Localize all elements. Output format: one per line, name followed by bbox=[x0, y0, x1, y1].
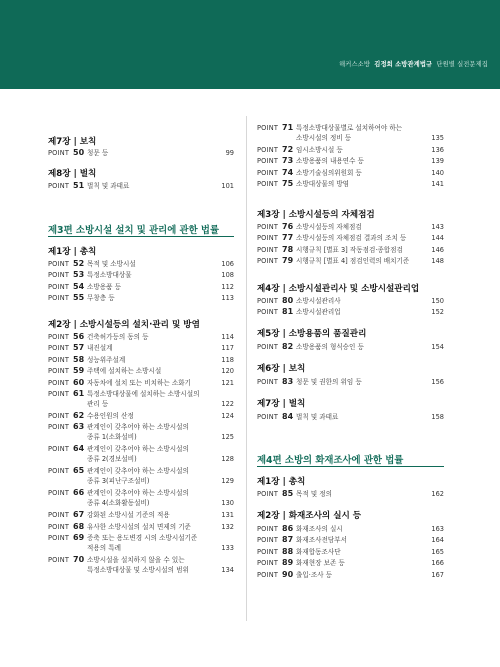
part-heading-underline bbox=[48, 236, 234, 237]
point-number: 88 bbox=[282, 546, 294, 556]
entry-title: 임시소방시설 등 bbox=[296, 146, 343, 154]
point-label: POINT bbox=[48, 467, 70, 476]
page-number: 108 bbox=[221, 271, 234, 280]
point-label: POINT bbox=[257, 157, 279, 166]
entry-title: 출입·조사 등 bbox=[296, 570, 333, 579]
point-label: POINT bbox=[48, 149, 70, 157]
point-number: 64 bbox=[73, 444, 85, 454]
point-label: POINT bbox=[48, 412, 70, 420]
point-number: 60 bbox=[73, 377, 85, 387]
entry-title-continued: 종류 1(소화설비) bbox=[87, 433, 137, 442]
entry-title: 특정소방대상물에 설치하는 소방시설의 bbox=[87, 390, 200, 398]
point-number: 79 bbox=[282, 256, 294, 266]
point-label: POINT bbox=[257, 413, 279, 421]
point-number: 89 bbox=[282, 558, 294, 568]
point-label: POINT bbox=[48, 556, 70, 565]
page-number: 117 bbox=[221, 344, 234, 353]
entry-title-continued: 종류 2(경보설비) bbox=[87, 455, 137, 464]
page-number: 101 bbox=[221, 182, 234, 190]
chapter-heading: 제2장 | 화재조사의 실시 등 bbox=[257, 511, 362, 521]
page-number: 124 bbox=[221, 412, 234, 420]
page-number: 144 bbox=[431, 234, 444, 243]
page-number: 150 bbox=[431, 297, 444, 305]
entry-title: 특정소방대상물 bbox=[87, 271, 132, 280]
point-label: POINT bbox=[257, 490, 279, 498]
point-number: 82 bbox=[282, 342, 294, 351]
page-number: 122 bbox=[221, 400, 234, 408]
entry-title: 성능위주설계 bbox=[87, 355, 126, 364]
page-number: 158 bbox=[431, 413, 444, 421]
point-label: POINT bbox=[48, 522, 70, 531]
entry-title: 소방시설관리사 bbox=[296, 297, 341, 305]
entry-title: 화재조사의 실시 bbox=[296, 525, 343, 533]
chapter-heading: 제1장 | 총칙 bbox=[48, 247, 97, 257]
entry-title: 자동차에 설치 또는 비치하는 소화기 bbox=[87, 378, 191, 387]
entry-title: 소방용품의 형식승인 등 bbox=[296, 343, 364, 351]
point-number: 50 bbox=[73, 148, 85, 157]
entry-title: 관계인이 갖추어야 하는 소방시설의 bbox=[87, 467, 189, 476]
point-label: POINT bbox=[48, 390, 70, 398]
entry-title: 시행규칙 [별표 4] 점검인력의 배치기준 bbox=[296, 257, 410, 266]
point-number: 61 bbox=[73, 389, 85, 398]
point-number: 52 bbox=[73, 259, 85, 268]
entry-title: 관계인이 갖추어야 하는 소방시설의 bbox=[87, 423, 189, 432]
point-number: 68 bbox=[73, 521, 85, 531]
page-number: 136 bbox=[431, 146, 444, 154]
point-number: 69 bbox=[73, 533, 85, 543]
chapter-heading: 제6장 | 보칙 bbox=[257, 364, 306, 374]
page-number: 129 bbox=[221, 477, 234, 486]
point-label: POINT bbox=[257, 343, 279, 351]
point-label: POINT bbox=[257, 168, 279, 177]
entry-title: 화재조사전담부서 bbox=[296, 536, 347, 545]
point-label: POINT bbox=[257, 223, 279, 231]
point-label: POINT bbox=[257, 245, 279, 254]
point-label: POINT bbox=[257, 146, 279, 154]
entry-title: 강화된 소방시설 기준의 적용 bbox=[87, 511, 170, 520]
entry-title: 벌칙 및 과태료 bbox=[296, 413, 339, 421]
point-number: 87 bbox=[282, 535, 294, 545]
point-label: POINT bbox=[48, 260, 70, 268]
entry-title: 청문 및 권한의 위임 등 bbox=[296, 378, 362, 386]
point-number: 70 bbox=[73, 555, 85, 565]
point-number: 71 bbox=[282, 123, 294, 132]
point-label: POINT bbox=[48, 282, 70, 291]
entry-title: 건축허가등의 동의 등 bbox=[87, 333, 149, 341]
entry-title: 소방용품의 내용연수 등 bbox=[296, 157, 364, 166]
point-label: POINT bbox=[48, 271, 70, 280]
point-label: POINT bbox=[257, 257, 279, 266]
page-number: 114 bbox=[221, 333, 234, 341]
entry-title: 증축 또는 용도변경 시의 소방시설기준 bbox=[87, 534, 198, 543]
point-number: 72 bbox=[282, 145, 294, 154]
entry-title-continued: 소방시설의 정비 등 bbox=[296, 134, 352, 142]
point-label: POINT bbox=[48, 445, 70, 454]
point-number: 56 bbox=[73, 332, 85, 341]
part-heading: 제4편 소방의 화재조사에 관한 법률 bbox=[257, 455, 404, 466]
entry-title: 소방기술심의위원회 등 bbox=[296, 168, 362, 177]
entry-title: 내진설계 bbox=[87, 344, 113, 353]
point-number: 84 bbox=[282, 412, 294, 421]
entry-title: 유사한 소방시설의 설치 면제의 기준 bbox=[87, 522, 191, 531]
point-number: 78 bbox=[282, 244, 294, 254]
page-number: 112 bbox=[221, 282, 234, 291]
entry-title: 소방시설등의 자체점검 결과의 조치 등 bbox=[296, 234, 407, 243]
part-heading: 제3편 소방시설 설치 및 관리에 관한 법률 bbox=[48, 225, 220, 236]
point-label: POINT bbox=[48, 378, 70, 387]
point-label: POINT bbox=[257, 234, 279, 243]
entry-title: 소방대상물의 방염 bbox=[296, 180, 350, 189]
page-number: 128 bbox=[221, 455, 234, 464]
column-divider bbox=[246, 116, 247, 621]
entry-title: 수용인원의 산정 bbox=[87, 412, 134, 420]
page-number: 152 bbox=[431, 308, 444, 317]
page-number: 166 bbox=[431, 559, 444, 568]
point-number: 53 bbox=[73, 270, 85, 280]
entry-title: 관계인이 갖추어야 하는 소방시설의 bbox=[87, 489, 189, 498]
entry-title: 소방시설관리업 bbox=[296, 308, 341, 317]
page-number: 132 bbox=[221, 522, 234, 531]
point-number: 55 bbox=[73, 293, 85, 303]
point-label: POINT bbox=[257, 378, 279, 386]
entry-title: 시행규칙 [별표 3] 작동점검·종합점검 bbox=[296, 245, 403, 254]
header-suffix: 단원별 실전문제집 bbox=[436, 61, 488, 68]
point-number: 86 bbox=[282, 524, 294, 533]
header-book-title: 김정희 소방관계법규 bbox=[374, 61, 433, 68]
point-number: 73 bbox=[282, 156, 294, 166]
page-number: 121 bbox=[221, 378, 234, 387]
entry-title: 벌칙 및 과태료 bbox=[87, 182, 130, 190]
point-number: 83 bbox=[282, 377, 294, 386]
page-number: 162 bbox=[431, 490, 444, 498]
point-number: 67 bbox=[73, 510, 85, 520]
page-number: 135 bbox=[431, 134, 444, 142]
point-label: POINT bbox=[257, 308, 279, 317]
point-number: 62 bbox=[73, 411, 85, 420]
chapter-heading: 제2장 | 소방시설등의 설치·관리 및 방염 bbox=[48, 320, 200, 330]
point-number: 76 bbox=[282, 222, 294, 231]
point-number: 57 bbox=[73, 343, 85, 353]
point-label: POINT bbox=[48, 355, 70, 364]
page-number: 156 bbox=[431, 378, 444, 386]
point-number: 80 bbox=[282, 296, 294, 305]
page-number: 134 bbox=[221, 566, 234, 575]
page-number: 163 bbox=[431, 525, 444, 533]
header-text bbox=[339, 59, 488, 68]
page-number: 120 bbox=[221, 367, 234, 376]
point-label: POINT bbox=[48, 489, 70, 498]
entry-title: 주택에 설치하는 소방시설 bbox=[87, 367, 162, 376]
entry-title: 무창층 등 bbox=[87, 294, 115, 303]
point-number: 77 bbox=[282, 233, 294, 243]
header-banner bbox=[0, 0, 500, 89]
chapter-heading: 제4장 | 소방시설관리사 및 소방시설관리업 bbox=[257, 284, 420, 294]
point-number: 90 bbox=[282, 569, 294, 579]
point-label: POINT bbox=[48, 344, 70, 353]
page-number: 146 bbox=[431, 245, 444, 254]
point-label: POINT bbox=[257, 124, 279, 132]
page-number: 106 bbox=[221, 260, 234, 268]
page-number: 131 bbox=[221, 511, 234, 520]
page-number: 113 bbox=[221, 294, 234, 303]
point-label: POINT bbox=[257, 180, 279, 189]
entry-title-continued: 특정소방대상물 및 소방시설의 범위 bbox=[87, 566, 189, 575]
point-label: POINT bbox=[48, 534, 70, 543]
point-number: 66 bbox=[73, 488, 85, 498]
point-label: POINT bbox=[257, 297, 279, 305]
point-label: POINT bbox=[48, 511, 70, 520]
page-number: 99 bbox=[225, 149, 234, 157]
entry-title: 청문 등 bbox=[87, 149, 109, 157]
page-number: 164 bbox=[431, 536, 444, 545]
point-label: POINT bbox=[257, 570, 279, 579]
entry-title: 소방시설을 설치하지 않을 수 있는 bbox=[87, 556, 185, 565]
page-number: 140 bbox=[431, 168, 444, 177]
page-number: 133 bbox=[221, 544, 234, 553]
page-number: 148 bbox=[431, 257, 444, 266]
entry-title: 특정소방대상물별로 설치하여야 하는 bbox=[296, 124, 403, 132]
point-label: POINT bbox=[48, 294, 70, 303]
chapter-heading: 제7장 | 보칙 bbox=[48, 137, 97, 147]
point-label: POINT bbox=[257, 525, 279, 533]
entry-title: 화재현장 보존 등 bbox=[296, 559, 345, 568]
page-number: 141 bbox=[431, 180, 444, 189]
point-label: POINT bbox=[48, 367, 70, 376]
page-number: 125 bbox=[221, 433, 234, 442]
point-number: 75 bbox=[282, 179, 294, 189]
page-number: 165 bbox=[431, 547, 444, 556]
point-number: 58 bbox=[73, 354, 85, 364]
point-label: POINT bbox=[257, 536, 279, 545]
point-label: POINT bbox=[48, 182, 70, 190]
entry-title: 목적 및 정의 bbox=[296, 490, 333, 498]
chapter-heading: 제7장 | 벌칙 bbox=[257, 399, 306, 409]
point-number: 54 bbox=[73, 281, 85, 291]
point-number: 63 bbox=[73, 422, 85, 432]
page-number: 139 bbox=[431, 157, 444, 166]
point-number: 59 bbox=[73, 366, 85, 376]
point-number: 74 bbox=[282, 167, 294, 177]
page-number: 167 bbox=[431, 570, 444, 579]
page-number: 154 bbox=[431, 343, 444, 351]
chapter-heading: 제1장 | 총칙 bbox=[257, 477, 306, 487]
entry-title-continued: 관리 등 bbox=[87, 400, 109, 408]
entry-title-continued: 적용의 특례 bbox=[87, 544, 121, 553]
chapter-heading: 제5장 | 소방용품의 품질관리 bbox=[257, 329, 367, 339]
chapter-heading: 제3장 | 소방시설등의 자체점검 bbox=[257, 210, 375, 220]
point-number: 65 bbox=[73, 466, 85, 476]
part-heading-underline bbox=[257, 466, 444, 467]
entry-title: 소방시설등의 자체점검 bbox=[296, 223, 362, 231]
page-number: 130 bbox=[221, 499, 234, 508]
entry-title-continued: 종류 4(소화활동설비) bbox=[87, 499, 150, 508]
point-label: POINT bbox=[257, 559, 279, 568]
page-number: 143 bbox=[431, 223, 444, 231]
point-number: 81 bbox=[282, 307, 294, 317]
page-number: 118 bbox=[221, 355, 234, 364]
entry-title-continued: 종류 3(피난구조설비) bbox=[87, 477, 150, 486]
chapter-heading: 제8장 | 벌칙 bbox=[48, 169, 97, 179]
point-number: 85 bbox=[282, 489, 294, 498]
entry-title: 목적 및 소방시설 bbox=[87, 260, 136, 268]
entry-title: 관계인이 갖추어야 하는 소방시설의 bbox=[87, 445, 189, 454]
entry-title: 소방용품 등 bbox=[87, 282, 121, 291]
point-label: POINT bbox=[48, 333, 70, 341]
header-prefix: 해커스소방 bbox=[339, 61, 371, 68]
point-label: POINT bbox=[257, 547, 279, 556]
entry-title: 화재합동조사단 bbox=[296, 547, 341, 556]
point-label: POINT bbox=[48, 423, 70, 432]
point-number: 51 bbox=[73, 181, 85, 190]
